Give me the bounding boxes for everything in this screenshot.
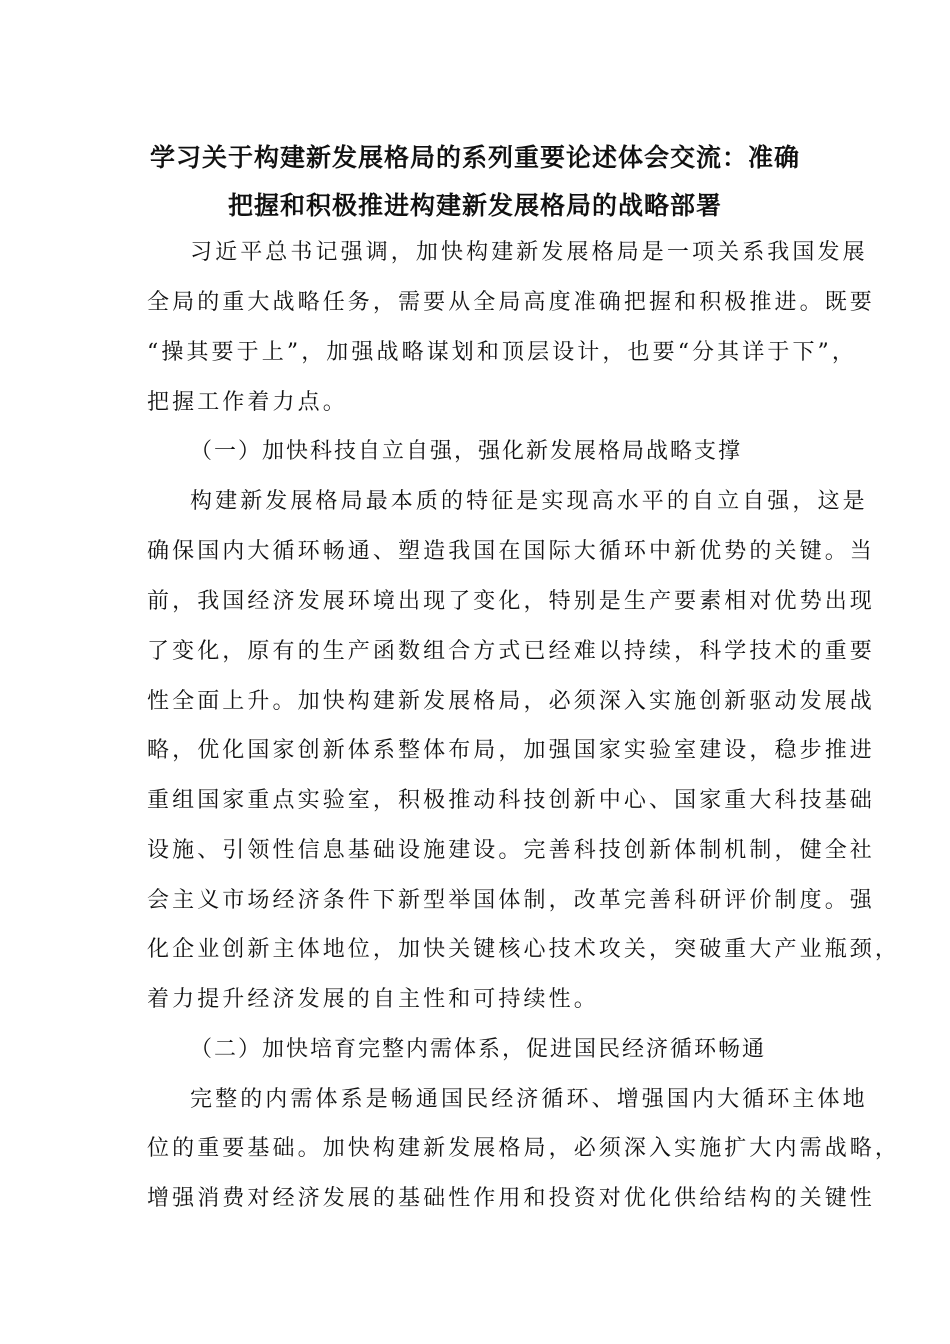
section-2-line-3: 增强消费对经济发展的基础性作用和投资对优化供给结构的关键性 (147, 1186, 875, 1211)
section-1-heading: （一）加快科技自立自强，强化新发展格局战略支撑 (190, 439, 743, 464)
intro-line-1: 习近平总书记强调，加快构建新发展格局是一项关系我国发展 (190, 240, 868, 265)
section-1-line-1: 构建新发展格局最本质的特征是实现高水平的自立自强，这是 (190, 489, 868, 514)
section-1-line-4: 了变化，原有的生产函数组合方式已经难以持续，科学技术的重要 (147, 639, 875, 664)
section-1-line-6: 略，优化国家创新体系整体布局，加强国家实验室建设，稳步推进 (147, 738, 875, 763)
intro-line-2: 全局的重大战略任务，需要从全局高度准确把握和积极推进。既要 (147, 290, 875, 315)
document-title-line-2: 把握和积极推进构建新发展格局的战略部署 (227, 191, 722, 220)
section-1-line-10: 化企业创新主体地位，加快关键核心技术攻关，突破重大产业瓶颈， (147, 937, 901, 962)
section-1-line-8: 设施、引领性信息基础设施建设。完善科技创新体制机制，健全社 (147, 838, 875, 863)
section-1-line-9: 会主义市场经济条件下新型举国体制，改革完善科研评价制度。强 (147, 888, 875, 913)
section-2-line-1: 完整的内需体系是畅通国民经济循环、增强国内大循环主体地 (190, 1087, 868, 1112)
section-2-line-2: 位的重要基础。加快构建新发展格局，必须深入实施扩大内需战略， (147, 1136, 901, 1161)
intro-line-3: “操其要于上”，加强战略谋划和顶层设计，也要“分其详于下”， (147, 340, 857, 365)
intro-line-4: 把握工作着力点。 (147, 390, 348, 415)
section-1-line-5: 性全面上升。加快构建新发展格局，必须深入实施创新驱动发展战 (147, 689, 875, 714)
section-1-line-11: 着力提升经济发展的自主性和可持续性。 (147, 987, 599, 1012)
section-1-line-2: 确保国内大循环畅通、塑造我国在国际大循环中新优势的关键。当 (147, 539, 875, 564)
section-2-heading: （二）加快培育完整内需体系，促进国民经济循环畅通 (190, 1037, 767, 1062)
section-1-line-7: 重组国家重点实验室，积极推动科技创新中心、国家重大科技基础 (147, 788, 875, 813)
section-1-line-3: 前，我国经济发展环境出现了变化，特别是生产要素相对优势出现 (147, 589, 875, 614)
document-title-line-1: 学习关于构建新发展格局的系列重要论述体会交流：准确 (149, 143, 800, 172)
